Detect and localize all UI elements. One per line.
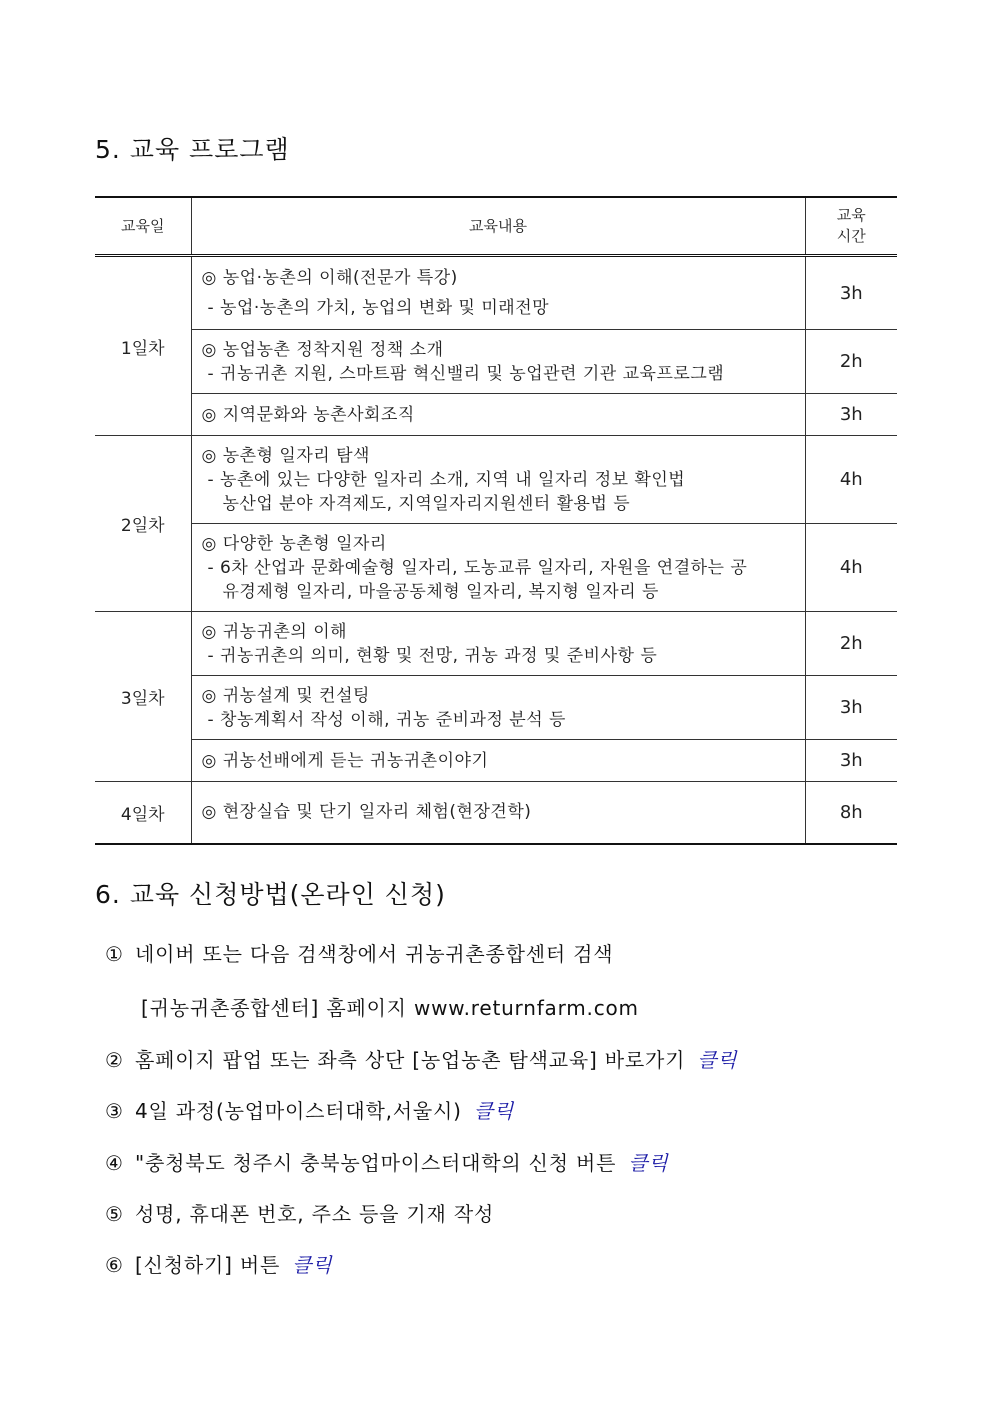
content-sub: - 귀농귀촌의 의미, 현황 및 전망, 귀농 과정 및 준비사항 등 <box>207 645 658 666</box>
step-number: ④ <box>105 1151 124 1175</box>
step-6 <box>105 1249 332 1278</box>
day-cell-4: 4일차 <box>95 782 191 844</box>
table-row <box>95 394 897 436</box>
content-cell <box>191 676 805 740</box>
content-cell <box>191 612 805 676</box>
header-hours <box>805 197 897 256</box>
content-main: ◎ 귀농설계 및 컨설팅 <box>201 685 370 706</box>
step-text: 네이버 또는 다음 검색창에서 귀농귀촌종합센터 검색 <box>135 942 614 966</box>
section-5-title: 5. 교육 프로그램 <box>95 135 290 164</box>
step-4 <box>105 1147 669 1176</box>
content-cell <box>191 436 805 524</box>
hours-cell: 2h <box>805 612 897 676</box>
hours-cell: 3h <box>805 740 897 782</box>
content-cell <box>191 524 805 612</box>
content-main: ◎ 현장실습 및 단기 일자리 체험(현장견학) <box>201 802 532 823</box>
hours-cell: 4h <box>805 524 897 612</box>
content-cell <box>191 782 805 844</box>
content-main: ◎ 귀농선배에게 듣는 귀농귀촌이야기 <box>201 750 489 771</box>
step-text: 성명, 휴대폰 번호, 주소 등을 기재 작성 <box>135 1202 495 1226</box>
header-hours-line2: 시간 <box>836 227 866 245</box>
hours-cell: 3h <box>805 256 897 330</box>
content-main: ◎ 다양한 농촌형 일자리 <box>201 533 387 554</box>
content-continuation: 농산업 분야 자격제도, 지역일자리지원센터 활용법 등 <box>222 493 631 514</box>
table-row <box>95 740 897 782</box>
step-text: "충청북도 청주시 충북농업마이스터대학의 신청 버튼 <box>135 1151 617 1175</box>
step-text: [귀농귀촌종합센터] 홈페이지 www.returnfarm.com <box>141 996 639 1020</box>
content-cell <box>191 330 805 394</box>
step-3 <box>105 1095 514 1124</box>
table-header-row <box>95 197 897 256</box>
header-day: 교육일 <box>95 197 191 256</box>
hours-cell: 3h <box>805 394 897 436</box>
content-sub: - 농업·농촌의 가치, 농업의 변화 및 미래전망 <box>207 298 550 318</box>
hours-cell: 3h <box>805 676 897 740</box>
step-text: 4일 과정(농업마이스터대학,서울시) <box>135 1099 462 1123</box>
content-cell <box>191 256 805 330</box>
step-2 <box>105 1044 737 1073</box>
step-text: [신청하기] 버튼 <box>135 1253 281 1277</box>
education-program-table <box>95 196 897 845</box>
table-row <box>95 436 897 524</box>
content-continuation: 유경제형 일자리, 마을공동체형 일자리, 복지형 일자리 등 <box>222 581 659 602</box>
section-6-title: 6. 교육 신청방법(온라인 신청) <box>95 880 446 909</box>
table-row <box>95 612 897 676</box>
hours-cell: 2h <box>805 330 897 394</box>
table-row <box>95 524 897 612</box>
day-cell-1: 1일차 <box>95 256 191 436</box>
step-number: ⑤ <box>105 1202 124 1226</box>
table-row <box>95 330 897 394</box>
step-1 <box>105 938 613 967</box>
step-5 <box>105 1198 494 1227</box>
step-1-detail <box>141 992 639 1021</box>
table-row <box>95 256 897 330</box>
header-content: 교육내용 <box>191 197 805 256</box>
step-number: ⑥ <box>105 1253 124 1277</box>
content-sub: - 6차 산업과 문화예술형 일자리, 도농교류 일자리, 자원을 연결하는 공 <box>207 557 748 578</box>
step-number: ① <box>105 942 124 966</box>
content-main: ◎ 농촌형 일자리 탐색 <box>201 445 370 466</box>
content-sub: - 농촌에 있는 다양한 일자리 소개, 지역 내 일자리 정보 확인법 <box>207 469 686 490</box>
step-text: 홈페이지 팝업 또는 좌측 상단 [농업농촌 탐색교육] 바로가기 <box>135 1048 686 1072</box>
click-label: 클릭 <box>697 1048 738 1072</box>
step-number: ③ <box>105 1099 124 1123</box>
click-label: 클릭 <box>473 1099 514 1123</box>
day-cell-2: 2일차 <box>95 436 191 612</box>
hours-cell: 4h <box>805 436 897 524</box>
table-row <box>95 676 897 740</box>
day-cell-3: 3일차 <box>95 612 191 782</box>
table-row <box>95 782 897 844</box>
content-cell <box>191 394 805 436</box>
content-sub: - 귀농귀촌 지원, 스마트팜 혁신밸리 및 농업관련 기관 교육프로그램 <box>207 363 725 384</box>
content-cell <box>191 740 805 782</box>
content-main: ◎ 귀농귀촌의 이해 <box>201 621 348 642</box>
content-main: ◎ 농업·농촌의 이해(전문가 특강) <box>201 268 458 288</box>
step-number: ② <box>105 1048 124 1072</box>
content-sub: - 창농계획서 작성 이해, 귀농 준비과정 분석 등 <box>207 709 566 730</box>
content-main: ◎ 농업농촌 정착지원 정책 소개 <box>201 339 444 360</box>
click-label: 클릭 <box>292 1253 333 1277</box>
hours-cell: 8h <box>805 782 897 844</box>
click-label: 클릭 <box>628 1151 669 1175</box>
content-main: ◎ 지역문화와 농촌사회조직 <box>201 404 415 425</box>
header-hours-line1: 교육 <box>836 206 866 224</box>
